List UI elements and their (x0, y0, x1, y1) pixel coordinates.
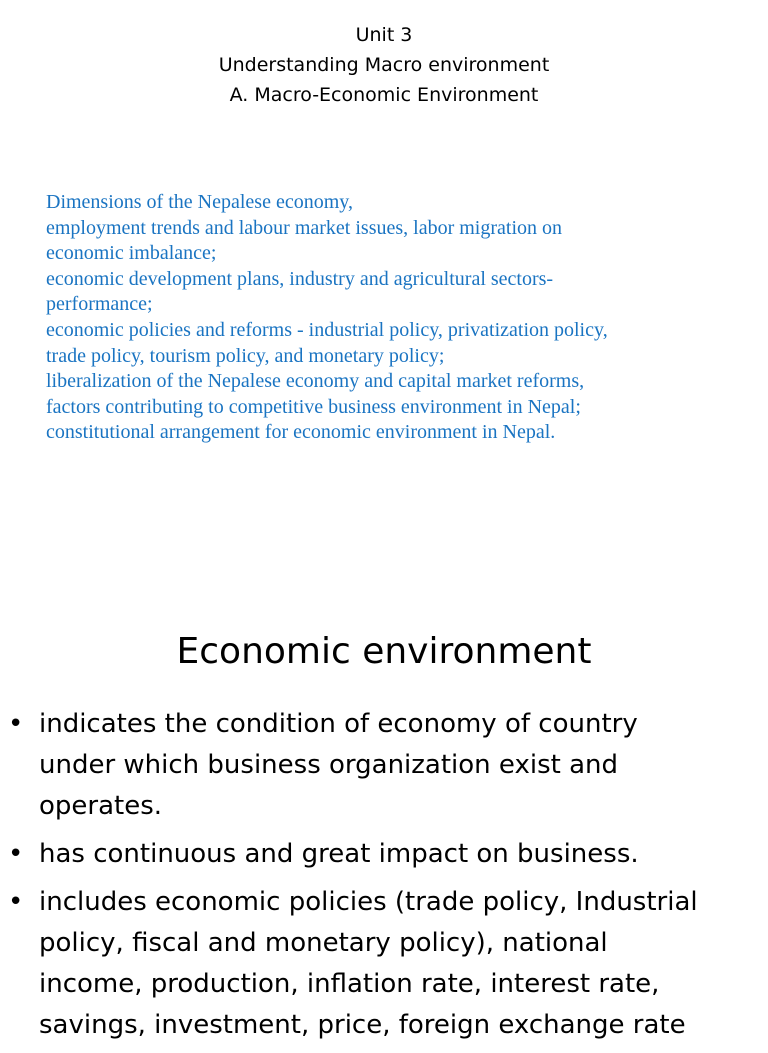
section-heading: Economic environment (176, 631, 592, 672)
topic-line: economic development plans, industry and agricultural sectors- (46, 267, 554, 290)
bullet-item (0, 882, 768, 1046)
bullet-marker: • (8, 709, 24, 739)
bullet-item (0, 834, 768, 875)
topic-line: employment trends and labour market issues, labor migration on (46, 216, 562, 239)
bullet-marker: • (8, 887, 24, 917)
bullet-marker: • (8, 839, 24, 869)
topic-line: liberalization of the Nepalese economy and capital market reforms, (46, 370, 585, 393)
bullet-text-line: indicates the condition of economy of country (39, 709, 638, 739)
bullet-text-line: includes economic policies (trade policy, Industrial (39, 887, 698, 917)
topic-line: economic policies and reforms - industrial policy, privatization policy, (46, 318, 608, 341)
topic-line: economic imbalance; (46, 242, 217, 265)
topic-line: trade policy, tourism policy, and monetary policy; (46, 344, 445, 367)
topic-list (46, 190, 746, 446)
topic-line: Dimensions of the Nepalese economy, (46, 191, 353, 213)
topic-line: factors contributing to competitive business environment in Nepal; (46, 395, 581, 418)
bullet-text-line: under which business organization exist and (39, 750, 618, 780)
topic-line: constitutional arrangement for economic environment in Nepal. (46, 421, 556, 444)
title-line-topic: Understanding Macro environment (218, 54, 550, 76)
bullet-text-line: income, production, inflation rate, interest rate, (39, 969, 660, 999)
slide-economic-environment (0, 600, 768, 1040)
bullet-text-line: operates. (39, 791, 163, 821)
bullet-list (0, 704, 768, 1053)
title-line-unit: Unit 3 (355, 24, 413, 46)
bullet-text-line: savings, investment, price, foreign exchange rate (39, 1010, 686, 1040)
title-line-subtopic: A. Macro-Economic Environment (229, 84, 539, 106)
bullet-item (0, 704, 768, 827)
slide-title (0, 20, 768, 110)
bullet-text-line: has continuous and great impact on business. (39, 839, 639, 869)
bullet-text-line: policy, fiscal and monetary policy), national (39, 928, 608, 958)
topic-line: performance; (46, 293, 153, 316)
